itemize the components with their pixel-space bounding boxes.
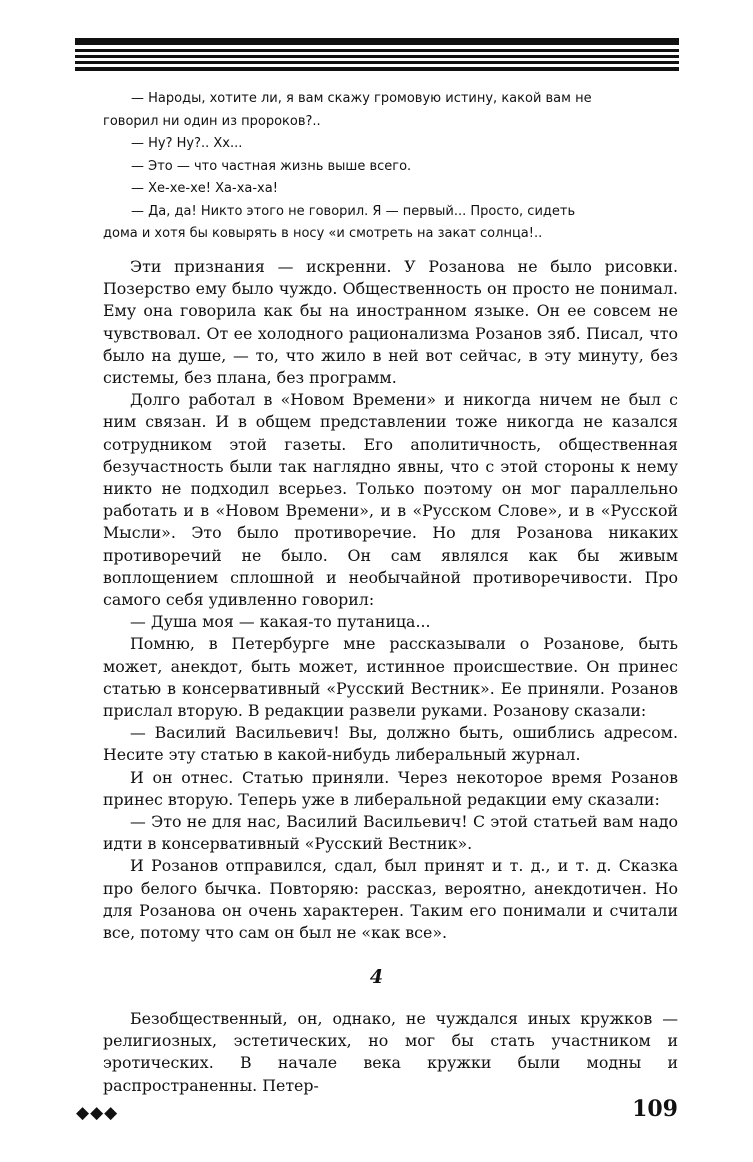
footer-diamonds-ornament: ◆◆◆ <box>76 1103 119 1123</box>
header-rule-ornament <box>75 38 679 72</box>
paragraph: — Душа моя — какая-то путаница... <box>130 612 431 632</box>
main-text <box>103 256 678 944</box>
epigraph-line: — Да, да! Никто этого не говорил. Я — первый... Просто, сидеть <box>131 203 576 219</box>
epigraph-line: — Это — что частная жизнь выше всего. <box>131 158 412 174</box>
epigraph-line: дома и хотя бы ковырять в носу «и смотреть на закат солнца!.. <box>103 226 543 241</box>
epigraph-line: — Народы, хотите ли, я вам скажу громовую истину, какой вам не <box>131 91 592 106</box>
section-number: 4 <box>369 966 384 988</box>
paragraph: Эти признания — искренни. У Розанова не было рисовки. Позерство ему было чуждо. Общественность он просто не понимал. Ему она говорила как бы на иностранном языке. Он ее совсем не чувствовал. От ее холодного рационализма Розанов зяб. Писал, что было на душе, — то, что жило в ней вот сейчас, в эту минуту, без системы, без плана, без программ. <box>103 257 678 388</box>
epigraph-line: — Ну? Ну?.. Хх... <box>131 136 243 151</box>
paragraph: И Розанов отправился, сдал, был принят и т. д., и т. д. Сказка про белого бычка. Повторяю: рассказ, вероятно, анекдотичен. Но для Розанова он очень характерен. Таким его понимали и считали все, потому что сам он был не «как все». <box>103 856 678 943</box>
paragraph: Безобщественный, он, однако, не чуждался иных кружков — религиозных, эстетических, но мог бы стать участником и эротических. В начале века кружки были модны и распространенны. Петер- <box>103 1009 678 1095</box>
epigraph-line: говорил ни один из пророков?.. <box>103 113 321 129</box>
page-number: 109 <box>632 1096 678 1122</box>
paragraph: — Это не для нас, Василий Васильевич! С этой статьей вам надо идти в консервативный «Русский Вестник». <box>103 812 678 854</box>
epigraph-dialogue <box>103 88 663 246</box>
epigraph-line: — Хе-хе-хе! Ха-ха-ха! <box>131 181 278 196</box>
section-text <box>103 1008 678 1097</box>
paragraph: И он отнес. Статью приняли. Через некоторое время Розанов принес вторую. Теперь уже в либеральной редакции ему сказали: <box>103 767 678 809</box>
paragraph: Помню, в Петербурге мне рассказывали о Розанове, быть может, анекдот, быть может, истинное происшествие. Он принес статью в консервативный «Русский Вестник». Ее приняли. Розанов прислал вторую. В редакции развели руками. Розанову сказали: <box>103 634 678 721</box>
paragraph: — Василий Васильевич! Вы, должно быть, ошиблись адресом. Несите эту статью в какой-нибудь либеральный журнал. <box>103 723 678 765</box>
paragraph: Долго работал в «Новом Времени» и никогда ничем не был с ним связан. И в общем представлении тоже никогда не казался сотрудником этой газеты. Его аполитичность, общественная безучастность были так наглядно явны, что с этой стороны к нему никто не подходил всерьез. Только поэтому он мог параллельно работать и в «Новом Времени», и в «Русском Слове», и в «Русской Мысли». Это было противоречие. Но для Розанова никаких противоречий не было. Он сам являлся как бы живым воплощением сплошной и необычайной противоречивости. Про самого себя удивленно говорил: <box>103 390 678 610</box>
